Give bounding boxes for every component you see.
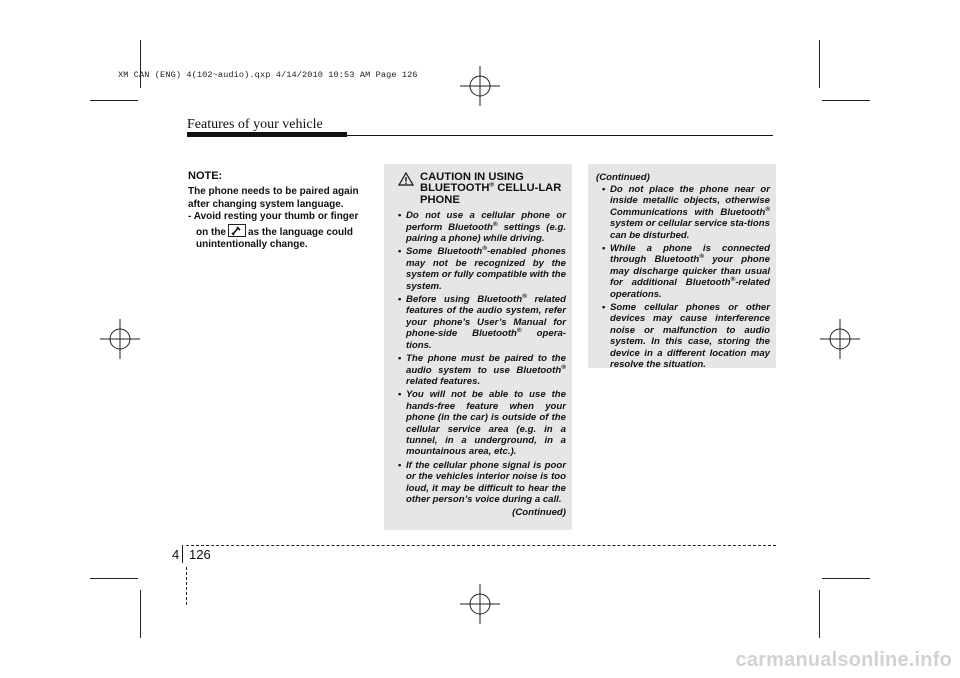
page-number: 126 [189,547,211,562]
list-item: • You will not be able to use the hands-free feature when your phone (in the car) is outside of the cellular service area (e.g. in a tunnel, in a underground, in a mountainous area, etc.). [398,389,566,458]
list-item: • Some Bluetooth®-enabled phones may not be recognized by the system or fully compatible with the system. [398,245,566,292]
crop-mark [90,100,138,101]
footer-rule [186,545,776,546]
list-item: • The phone must be paired to the audio system to use Bluetooth® related features. [398,353,566,387]
note-heading: NOTE: [188,170,223,182]
crop-mark [90,578,138,579]
continued-label: (Continued) [512,507,566,519]
caution-box [384,164,572,530]
crop-mark [140,590,141,638]
caution-title: CAUTION IN USING BLUETOOTH® CELLU-LAR PHONE [392,172,566,206]
list-item: • Before using Bluetooth® related features of the audio system, refer your phone’s User’s Manual for phone-side Bluetooth® opera-tions. [398,292,566,351]
phone-button-icon [228,224,246,237]
continued-label: (Continued) [596,172,650,183]
crop-mark [819,40,820,88]
registration-mark-icon [100,319,140,359]
crop-mark [140,40,141,88]
crop-mark [822,100,870,101]
note-dash-text: - Avoid resting your thumb or finger on the [188,211,359,238]
note-text: The phone needs to be paired again after changing system language. [188,186,359,210]
print-slug: XM CAN (ENG) 4(102~audio).qxp 4/14/2010 10:53 AM Page 126 [118,70,418,80]
footer-dashed-mark [186,567,187,605]
list-item: • Some cellular phones or other devices may cause interference noise or malfunction to audio system. In this case, storing the device in a different location may resolve the situation. [602,302,770,371]
caution-box-continued [588,164,776,371]
section-number: 4 [172,547,180,562]
list-item: • Do not place the phone near or inside metallic objects, otherwise Communications with Bluetooth® system or cellular service sta-tions can be disturbed. [602,184,770,241]
registration-mark-icon [460,66,500,106]
note-dash-text: as the language could unintentionally change. [196,226,354,251]
note-section [188,170,372,251]
warning-triangle-icon [398,172,414,186]
crop-mark [822,578,870,579]
header-rule [187,132,347,137]
header-rule [347,135,773,136]
caution-list [392,210,566,505]
registration-mark-icon [820,319,860,359]
list-item: • Do not use a cellular phone or perform Bluetooth® settings (e.g. pairing a phone) while driving. [398,210,566,245]
caution-list [596,184,770,371]
page-header-title: Features of your vehicle [187,117,323,132]
list-item: • While a phone is connected through Bluetooth® your phone may discharge quicker than usual for additional Bluetooth®-related operations. [602,243,770,300]
note-dash-item [188,211,372,251]
crop-mark [819,590,820,638]
registration-mark-icon [460,584,500,624]
list-item: • If the cellular phone signal is poor or the vehicles interior noise is too loud, it may be difficult to hear the other person’s voice during a call. [398,459,566,505]
footer-divider [182,545,183,563]
watermark: carmanualsonline.info [735,649,952,671]
